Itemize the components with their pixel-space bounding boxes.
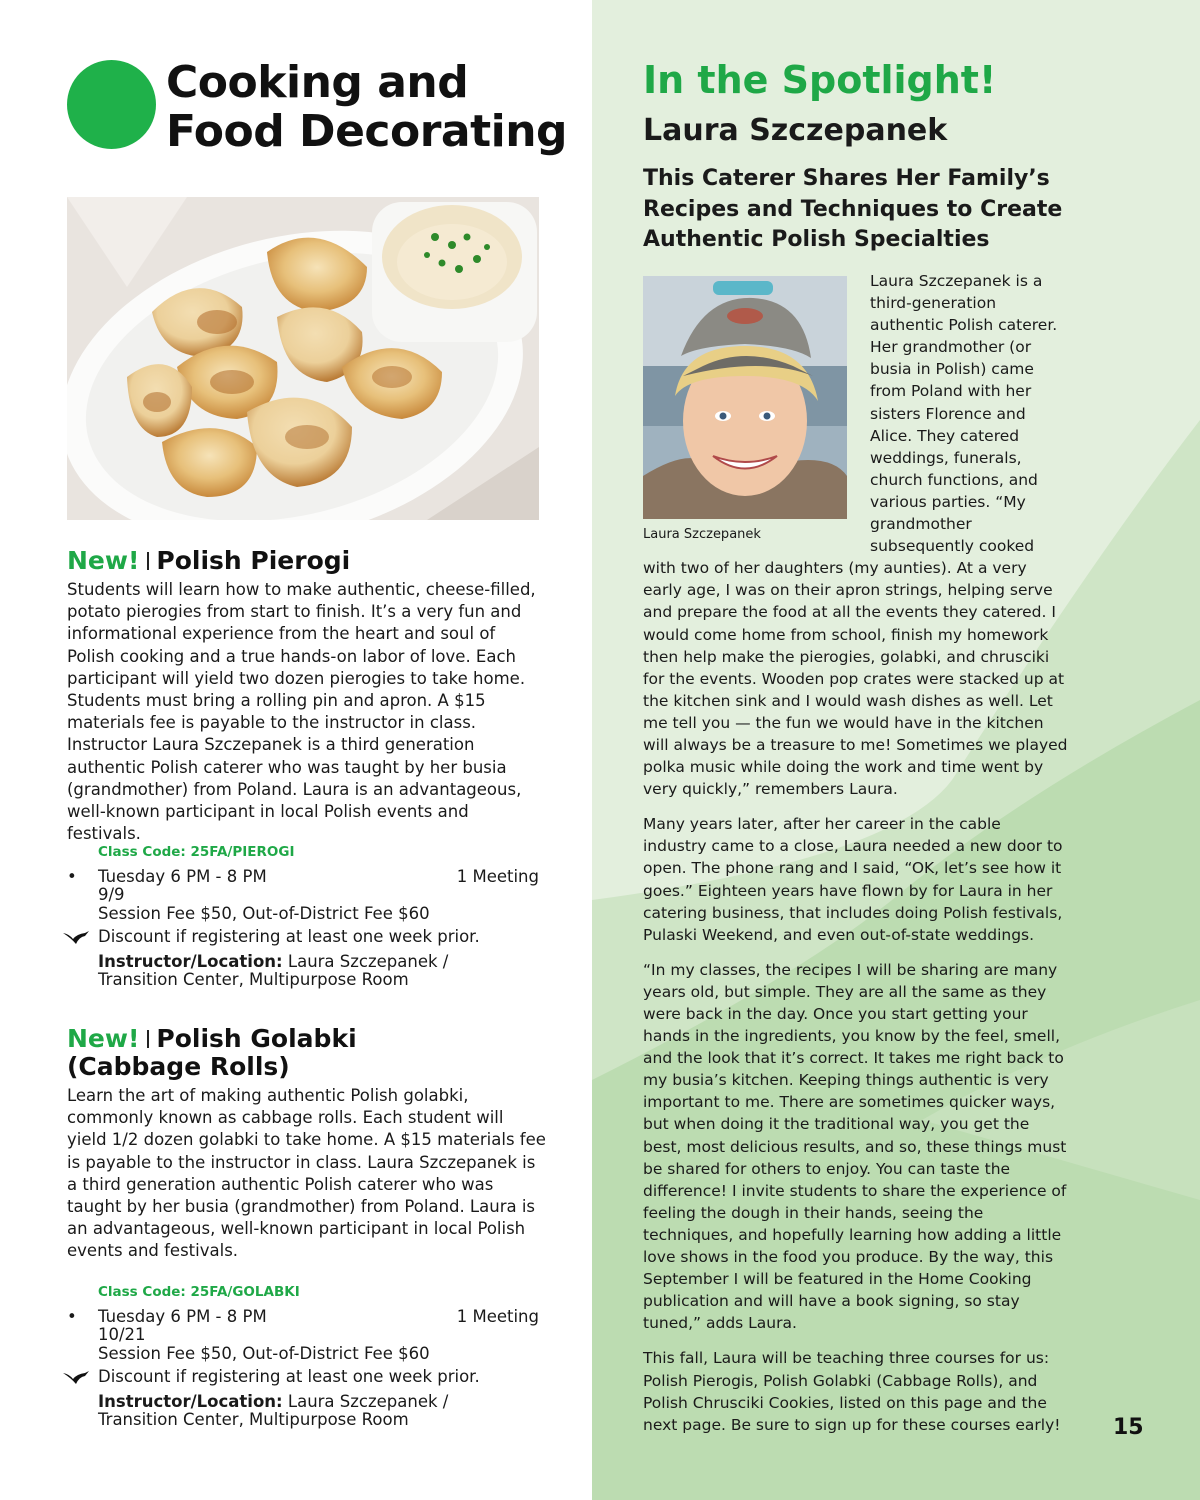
bullet-icon: • [67,866,77,886]
subheading-line1: This Caterer Shares Her Family’s [643,166,1050,191]
spotlight-article [643,270,1068,1436]
section-title-line2: Food Decorating [166,106,568,157]
instructor-name: Laura Szczepanek / [287,1391,449,1411]
photo-caption: Laura Szczepanek [643,527,761,542]
session-fees: Session Fee $50, Out-of-District Fee $60 [98,903,430,923]
course-title-text: Polish Golabki [156,1024,357,1053]
pierogi-photo [67,197,539,520]
instructor-location [67,953,547,990]
schedule-row [67,868,547,887]
spotlight-name: Laura Szczepanek [643,113,948,148]
course-details-golabki [67,1283,547,1430]
portrait-float-space [643,270,870,549]
course-description: Learn the art of making authentic Polish golabki, commonly known as cabbage rolls. Each student will yield 1/2 dozen golabki to take home. A $15 materials fee is payable to the instructor in class. Laura Szczepanek is a third generation authentic Polish caterer who was taught by her busia (grandmother) from Poland. Laura is an advantageous, well-known participant in local Polish events and festivals. [67,1086,546,1261]
bird-icon [63,931,89,945]
green-circle-icon [67,60,156,149]
location: Transition Center, Multipurpose Room [98,970,409,989]
instructor-label: Instructor/Location: [98,1391,283,1411]
discount-text: Discount if registering at least one week prior. [98,1367,480,1386]
discount-note [67,928,547,947]
spotlight-subheading [643,164,1062,256]
schedule-time: Tuesday 6 PM - 8 PM [98,1306,267,1326]
course-title [67,547,547,575]
left-column [0,0,592,1500]
discount-note [67,1368,547,1387]
schedule-time: Tuesday 6 PM - 8 PM [98,866,267,886]
title-divider [147,1030,149,1048]
article-paragraph-4: This fall, Laura will be teaching three courses for us: Polish Pierogis, Polish Golabki (Cabbage Rolls), and Polish Chrusciki Cookies, listed on this page and the next page. Be sure to sign up for these courses early! [643,1349,1061,1434]
page-number: 15 [1113,1415,1144,1440]
course-title-subtitle: (Cabbage Rolls) [67,1052,290,1081]
discount-text: Discount if registering at least one week prior. [98,927,480,946]
bullet-icon: • [67,1306,77,1326]
course-polish-golabki [67,1025,547,1263]
spotlight-heading: In the Spotlight! [643,58,997,102]
course-title [67,1025,547,1081]
class-date: 10/21 [98,1325,146,1344]
meeting-count: 1 Meeting [456,1306,539,1326]
meeting-count: 1 Meeting [456,866,539,886]
subheading-line3: Authentic Polish Specialties [643,227,990,252]
instructor-name: Laura Szczepanek / [287,951,449,971]
article-paragraph-3: “In my classes, the recipes I will be sharing are many years old, but simple. They are all the same as they were back in the day. Once you start getting your hands in the ingredients, you know by the feel, smell, and the look that it’s correct. It takes me right back to my busia’s kitchen. Keeping things authentic is very important to me. There are sometimes quicker ways, but when doing it the traditional way, you get the best, most delicious results, and so, these things must be shared for others to enjoy. You can taste the difference! I invite students to share the experience of feeling the dough in their hands, seeing the techniques, and hopefully learning how adding a little love shows in the food you produce. By the way, this September I will be featured in the Home Cooking publication and will have a book signing, so stay tuned,” adds Laura. [643,960,1067,1333]
article-paragraph [643,270,1068,800]
class-code: Class Code: 25FA/GOLABKI [98,1284,300,1300]
subheading-line2: Recipes and Techniques to Create [643,196,1063,222]
instructor-location [67,1393,547,1430]
title-divider [147,552,149,570]
class-code: Class Code: 25FA/PIEROGI [98,844,295,860]
session-fees: Session Fee $50, Out-of-District Fee $60 [98,1343,430,1363]
location: Transition Center, Multipurpose Room [98,1410,409,1429]
course-polish-pierogi [67,547,547,845]
schedule-row [67,1308,547,1327]
instructor-label: Instructor/Location: [98,951,283,971]
article-paragraph-1: Laura Szczepanek is a third-generation authentic Polish caterer. Her grandmother (or busia in Polish) came from Poland with her sisters Florence and Alice. They catered weddings, funerals, church functions, and various parties. “My grandmother subsequently cooked with two of her daughters (my aunties). At a very early age, I was on their apron strings, helping serve and prepare the food at all the events they catered. I would come home from school, finish my homework then help make the pierogies, golabki, and chrusciki for the events. Wooden pop crates were stacked up at the kitchen sink and I would wash dishes as well. Let me tell you — the fun we would have in the kitchen will always be a treasure to me! Sometimes we played polka music while doing the work and time went by very quickly,” remembers Laura. [643,272,1068,799]
course-details-pierogi [67,843,547,990]
course-description: Students will learn how to make authentic, cheese-filled, potato pierogies from start to finish. It’s a very fun and informational experience from the heart and soul of Polish cooking and a true hands-on labor of love. Each participant will yield two dozen pierogies to take home. Students must bring a rolling pin and apron. A $15 materials fee is payable to the instructor in class. Instructor Laura Szczepanek is a third generation authentic Polish caterer who was taught by her busia (grandmother) from Poland. Laura is an advantageous, well-known participant in local Polish events and festivals. [67,580,536,844]
new-badge: New! [67,1024,140,1053]
new-badge: New! [67,546,140,575]
section-title-line1: Cooking and [166,57,469,108]
course-title-text: Polish Pierogi [156,546,351,575]
class-date: 9/9 [98,885,125,904]
bird-icon [63,1371,89,1385]
article-paragraph-2: Many years later, after her career in the cable industry came to a close, Laura needed a new door to open. The phone rang and I said, “OK, let’s see how it goes.” Eighteen years have flown by for Laura in her catering business, that includes doing Polish festivals, Pulaski Weekend, and even out-of-state weddings. [643,815,1063,944]
section-title [166,58,567,156]
